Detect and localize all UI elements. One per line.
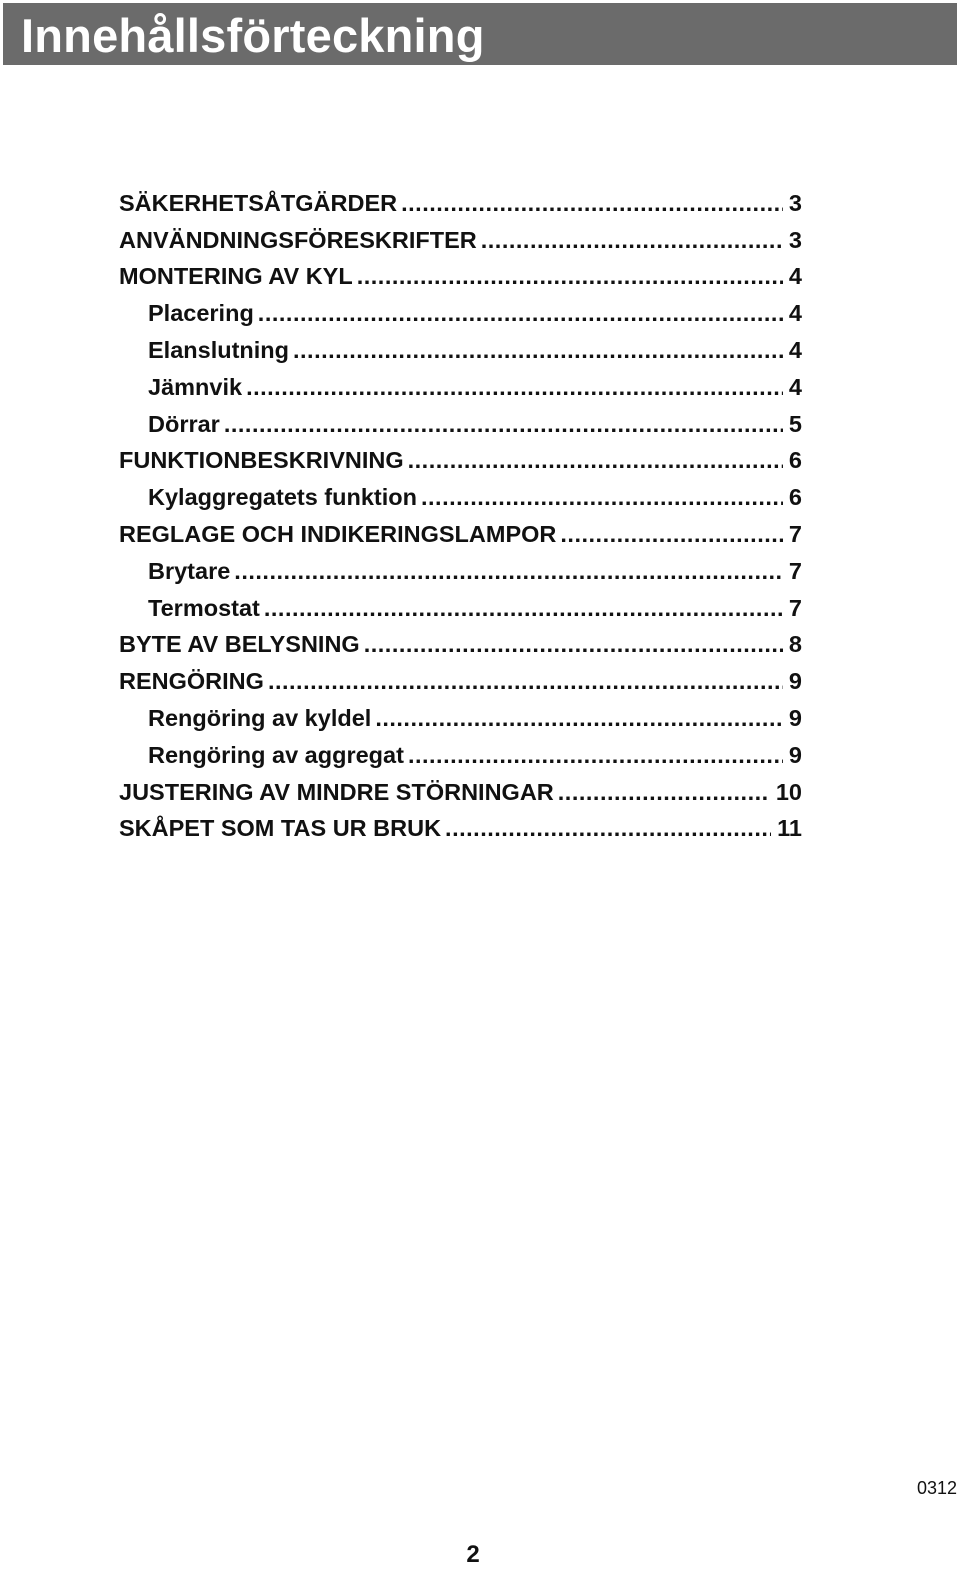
toc-entry-page: 11 — [777, 815, 802, 842]
toc-entry[interactable] — [119, 811, 802, 848]
toc-dot-leader — [234, 558, 783, 585]
toc-entry-page: 3 — [788, 226, 802, 253]
toc-entry[interactable] — [119, 332, 802, 369]
toc-dot-leader — [258, 300, 783, 327]
toc-entry[interactable] — [119, 516, 802, 553]
toc-entry-label: Jämnvik — [148, 373, 243, 400]
toc-dot-leader — [264, 595, 783, 622]
toc-entry-label: Placering — [148, 300, 254, 327]
toc-entry-label: FUNKTIONBESKRIVNING — [119, 447, 404, 474]
toc-dot-leader — [375, 705, 783, 732]
toc-dot-leader — [408, 742, 783, 769]
toc-dot-leader — [421, 484, 783, 511]
toc-entry-page: 4 — [788, 300, 802, 327]
toc-entry-label: Elanslutning — [148, 337, 289, 364]
toc-dot-leader — [268, 668, 783, 695]
toc-entry[interactable] — [119, 663, 802, 700]
toc-entry-label: MONTERING AV KYL — [119, 263, 353, 290]
toc-entry-label: Brytare — [148, 557, 231, 584]
toc-entry-page: 3 — [788, 189, 802, 216]
toc-entry-page: 4 — [788, 263, 802, 290]
toc-entry-label: SKÅPET SOM TAS UR BRUK — [119, 815, 442, 842]
toc-entry-page: 6 — [788, 447, 802, 474]
toc-entry-label: Rengöring av kyldel — [148, 705, 372, 732]
header-bar — [3, 3, 957, 65]
toc-entry-label: BYTE AV BELYSNING — [119, 631, 360, 658]
toc-entry[interactable] — [119, 700, 802, 737]
toc-entry-page: 8 — [788, 631, 802, 658]
toc-entry-page: 7 — [788, 557, 802, 584]
page-title: Innehållsförteckning — [21, 9, 485, 62]
toc-entry-label: Dörrar — [148, 410, 220, 437]
toc-dot-leader — [445, 815, 771, 842]
toc-entry[interactable] — [119, 627, 802, 664]
toc-entry[interactable] — [119, 443, 802, 480]
toc-entry-page: 4 — [788, 373, 802, 400]
toc-entry-label: SÄKERHETSÅTGÄRDER — [119, 189, 398, 216]
toc-entry-label: RENGÖRING — [119, 668, 264, 695]
toc-entry-page: 4 — [788, 337, 802, 364]
toc-entry-label: REGLAGE OCH INDIKERINGSLAMPOR — [119, 521, 557, 548]
toc-dot-leader — [560, 521, 783, 548]
toc-dot-leader — [481, 227, 783, 254]
toc-entry-page: 10 — [775, 778, 802, 805]
toc-entry[interactable] — [119, 553, 802, 590]
toc-dot-leader — [364, 631, 783, 658]
toc-dot-leader — [224, 411, 783, 438]
toc-entry[interactable] — [119, 295, 802, 332]
toc-dot-leader — [401, 190, 783, 217]
toc-entry-label: Rengöring av aggregat — [148, 741, 404, 768]
toc-entry-label: ANVÄNDNINGSFÖRESKRIFTER — [119, 226, 477, 253]
toc-entry-page: 9 — [788, 741, 802, 768]
toc-entry[interactable] — [119, 185, 802, 222]
toc-dot-leader — [293, 337, 783, 364]
page-number: 2 — [466, 1541, 480, 1568]
document-code: 0312 — [916, 1478, 957, 1498]
toc-dot-leader — [408, 447, 783, 474]
toc-entry-page: 7 — [788, 594, 802, 621]
toc-entry[interactable] — [119, 406, 802, 443]
toc-entry-page: 9 — [788, 705, 802, 732]
toc-entry[interactable] — [119, 774, 802, 811]
toc-entry[interactable] — [119, 737, 802, 774]
toc-entry[interactable] — [119, 259, 802, 296]
toc-dot-leader — [357, 263, 783, 290]
toc-entry-page: 9 — [788, 668, 802, 695]
toc-entry[interactable] — [119, 590, 802, 627]
toc-entry[interactable] — [119, 479, 802, 516]
toc-entry-page: 6 — [788, 484, 802, 511]
toc-entry-label: Kylaggregatets funktion — [148, 484, 417, 511]
toc-dot-leader — [246, 374, 783, 401]
toc-entry[interactable] — [119, 369, 802, 406]
toc-entry-label: Termostat — [148, 594, 260, 621]
table-of-contents — [119, 185, 802, 847]
toc-entry[interactable] — [119, 222, 802, 259]
toc-dot-leader — [558, 779, 770, 806]
toc-entry-label: JUSTERING AV MINDRE STÖRNINGAR — [119, 778, 554, 805]
toc-entry-page: 5 — [788, 410, 802, 437]
toc-entry-page: 7 — [788, 521, 802, 548]
